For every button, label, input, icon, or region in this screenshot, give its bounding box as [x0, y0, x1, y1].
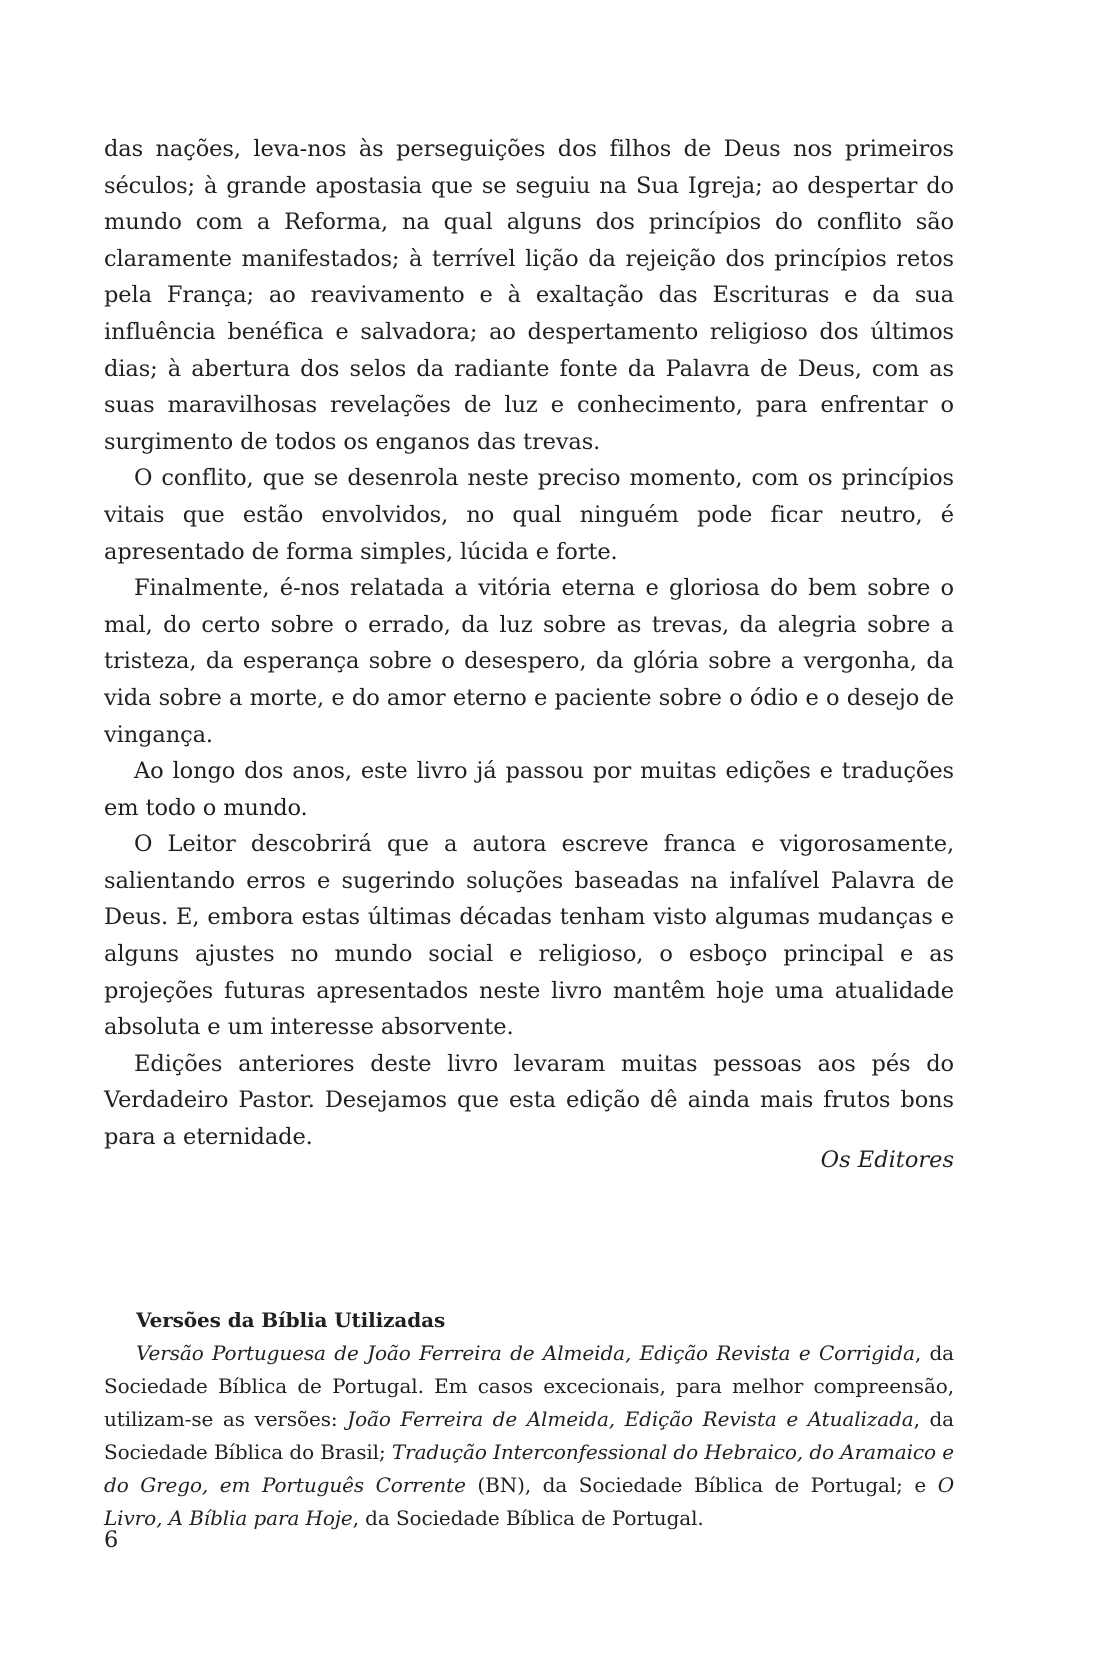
paragraph-2: O conflito, que se desenrola neste preciso momento, com os princípios vitais que estão envolvidos, no qual ninguém pode ficar neutro, é apresentado de forma simples, lúcida e forte. [104, 465, 954, 565]
page-number: 6 [104, 1527, 119, 1553]
version-text-1: , da Sociedade Bíblica de Portugal. Em casos excecionais, para melhor compreensão, utilizam-se as versões: [104, 1341, 954, 1431]
bible-versions-section [104, 1304, 954, 1535]
paragraph-6: Edições anteriores deste livro levaram muitas pessoas aos pés do Verdadeiro Pastor. Desejamos que esta edição dê ainda mais frutos bons para a eternidade. [104, 1050, 954, 1151]
version-title-4: O Livro, A Bíblia para Hoje [104, 1473, 954, 1530]
bible-versions-heading: Versões da Bíblia Utilizadas [136, 1308, 446, 1332]
version-text-2: , da Sociedade Bíblica do Brasil; [104, 1407, 955, 1464]
version-title-1: Versão Portuguesa de João Ferreira de Almeida, Edição Revista e Corrigida [136, 1341, 915, 1365]
paragraph-5: O Leitor descobrirá que a autora escreve franca e vigorosamente, salientando erros e sugerindo soluções baseadas na infalível Palavra de Deus. E, embora estas últimas décadas tenham visto algumas mudanças e alguns ajustes no mundo social e religioso, o esboço principal e as projeções futuras apresentados neste livro mantêm hoje uma atualidade absoluta e um interesse absorvente. [104, 831, 954, 1041]
version-text-4: , da Sociedade Bíblica de Portugal. [352, 1506, 704, 1530]
paragraph-3: Finalmente, é-nos relatada a vitória eterna e gloriosa do bem sobre o mal, do certo sobre o errado, da luz sobre as trevas, da alegria sobre a tristeza, da esperança sobre o desespero, da glória sobre a vergonha, da vida sobre a morte, e do amor eterno e paciente sobre o ódio e o desejo de vingança. [104, 575, 954, 748]
version-title-2: João Ferreira de Almeida, Edição Revista e Atualizada [347, 1407, 914, 1431]
bible-versions-text [104, 1337, 954, 1535]
signature: Os Editores [820, 1147, 954, 1173]
body-text [104, 131, 954, 1156]
version-title-3: Tradução Interconfessional do Hebraico, do Aramaico e do Grego, em Português Corrente [104, 1440, 954, 1497]
paragraph-4: Ao longo dos anos, este livro já passou por muitas edições e traduções em todo o mundo. [104, 758, 954, 821]
version-text-3: (BN), da Sociedade Bíblica de Portugal; e [465, 1473, 938, 1497]
paragraph-1: das nações, leva-nos às perseguições dos filhos de Deus nos primeiros séculos; à grande apostasia que se seguiu na Sua Igreja; ao despertar do mundo com a Reforma, na qual alguns dos princípios do conflito são claramente manifestados; à terrível lição da rejeição dos princípios retos pela França; ao reavivamento e à exaltação das Escrituras e da sua influência benéfica e salvadora; ao despertamento religioso dos últimos dias; à abertura dos selos da radiante fonte da Palavra de Deus, com as suas maravilhosas revelações de luz e conhecimento, para enfrentar o surgimento de todos os enganos das trevas. [104, 136, 954, 455]
